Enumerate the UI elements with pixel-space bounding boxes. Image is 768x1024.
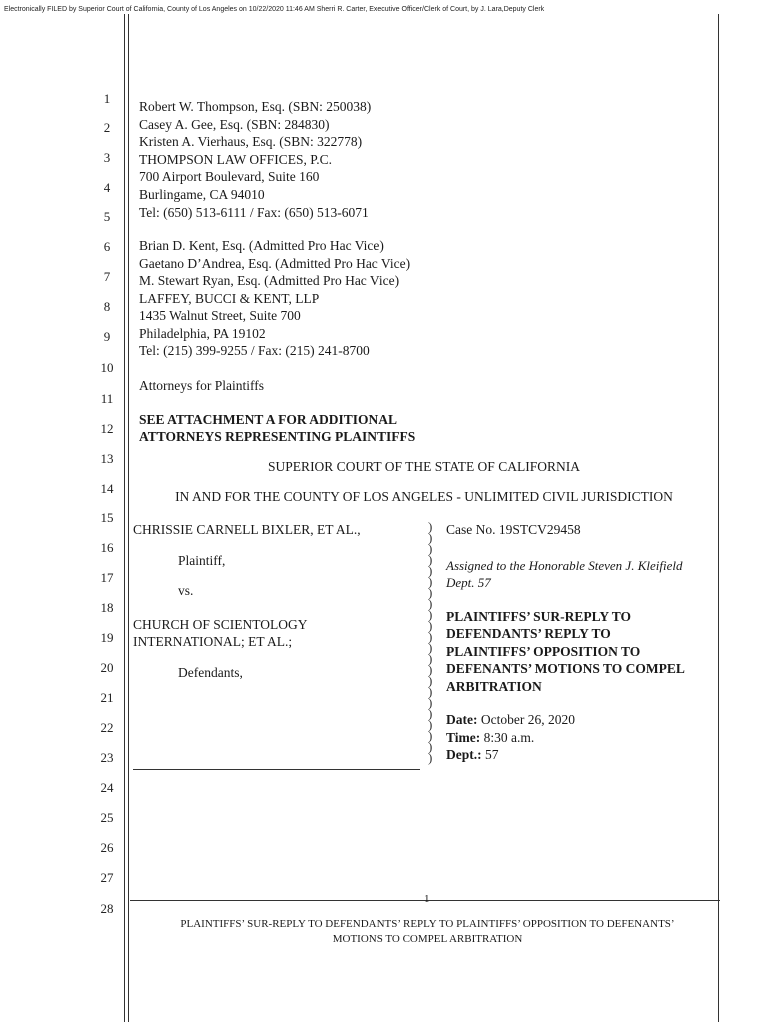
footer-title	[135, 917, 720, 947]
document-title-line: DEFENANTS’ MOTIONS TO COMPEL	[446, 661, 685, 676]
court-title: SUPERIOR COURT OF THE STATE OF CALIFORNIA	[268, 459, 580, 474]
line-number: 20	[100, 660, 114, 675]
attorney-line: Tel: (650) 513-6111 / Fax: (650) 513-6071	[139, 205, 369, 220]
line-number: 15	[100, 510, 114, 525]
line-number: 12	[100, 421, 114, 436]
line-number: 18	[100, 600, 114, 615]
attorney-line: Tel: (215) 399-9255 / Fax: (215) 241-8700	[139, 343, 370, 358]
attorneys-for: Attorneys for Plaintiffs	[139, 378, 264, 393]
plaintiff-role: Plaintiff,	[178, 553, 226, 568]
line-number: 17	[100, 570, 114, 585]
defendant-name: INTERNATIONAL; ET AL.;	[133, 634, 293, 649]
left-margin-line-inner	[128, 14, 129, 1010]
attorney-line: M. Stewart Ryan, Esq. (Admitted Pro Hac Vice)	[139, 273, 400, 288]
line-number: 5	[103, 209, 111, 224]
line-number: 4	[103, 180, 111, 195]
hearing-time-label: Time:	[446, 730, 481, 745]
line-number: 27	[100, 870, 114, 885]
hearing-dept-label: Dept.:	[446, 747, 482, 762]
line-number: 13	[100, 451, 114, 466]
vs-text: vs.	[178, 583, 194, 598]
attorney-line: 700 Airport Boulevard, Suite 160	[139, 169, 320, 184]
see-attachment-line: SEE ATTACHMENT A FOR ADDITIONAL	[139, 412, 398, 427]
line-number: 6	[103, 239, 111, 254]
see-attachment-line: ATTORNEYS REPRESENTING PLAINTIFFS	[139, 429, 416, 444]
plaintiff-name: CHRISSIE CARNELL BIXLER, ET AL.,	[133, 522, 361, 537]
attorney-line: Casey A. Gee, Esq. (SBN: 284830)	[139, 117, 330, 132]
line-number: 2	[103, 120, 111, 135]
line-number: 26	[100, 840, 114, 855]
hearing-time	[446, 729, 534, 747]
line-number: 25	[100, 810, 114, 825]
assigned-judge: Assigned to the Honorable Steven J. Kleifield	[446, 558, 683, 573]
footer-line: MOTIONS TO COMPEL ARBITRATION	[332, 933, 523, 945]
attorney-line: LAFFEY, BUCCI & KENT, LLP	[139, 291, 320, 306]
line-number: 21	[100, 690, 114, 705]
assigned-dept: Dept. 57	[446, 575, 491, 590]
footer-line: PLAINTIFFS’ SUR-REPLY TO DEFENDANTS’ REPLY TO PLAINTIFFS’ OPPOSITION TO DEFENANTS’	[180, 918, 675, 930]
hearing-dept-value: 57	[485, 747, 499, 762]
line-number: 14	[100, 481, 114, 496]
line-number: 19	[100, 630, 114, 645]
hearing-time-value: 8:30 a.m.	[483, 730, 535, 745]
line-number: 24	[100, 780, 114, 795]
document-title-line: PLAINTIFFS’ OPPOSITION TO	[446, 644, 641, 659]
line-number: 9	[103, 329, 111, 344]
document-title-line: ARBITRATION	[446, 679, 542, 694]
line-number: 16	[100, 540, 114, 555]
attorney-line: THOMPSON LAW OFFICES, P.C.	[139, 152, 332, 167]
line-number: 1	[103, 91, 111, 106]
attorney-line: Gaetano D’Andrea, Esq. (Admitted Pro Hac Vice)	[139, 256, 411, 271]
attorney-line: Burlingame, CA 94010	[139, 187, 265, 202]
line-number: 22	[100, 720, 114, 735]
line-number: 3	[103, 150, 111, 165]
attorney-line: Robert W. Thompson, Esq. (SBN: 250038)	[139, 99, 372, 114]
attorney-line: Philadelphia, PA 19102	[139, 326, 266, 341]
attorney-line: 1435 Walnut Street, Suite 700	[139, 308, 301, 323]
filing-stamp: Electronically FILED by Superior Court of California, County of Los Angeles on 10/22/2020 11:46 AM Sherri R. Carter, Executive Officer/Clerk of Court, by J. Lara,Deputy Clerk	[4, 6, 545, 13]
hearing-date	[446, 711, 575, 729]
line-number: 28	[100, 901, 114, 916]
case-number: Case No. 19STCV29458	[446, 522, 581, 537]
line-number: 23	[100, 750, 114, 765]
hearing-date-label: Date:	[446, 712, 478, 727]
line-number: 11	[100, 391, 114, 406]
left-bottom-tick-1	[124, 1004, 125, 1022]
right-margin-line	[718, 14, 719, 1010]
hearing-date-value: October 26, 2020	[480, 712, 575, 727]
hearing-dept	[446, 746, 499, 764]
attorney-line: Brian D. Kent, Esq. (Admitted Pro Hac Vice)	[139, 238, 384, 253]
document-title-line: PLAINTIFFS’ SUR-REPLY TO	[446, 609, 632, 624]
right-bottom-tick	[718, 1004, 719, 1022]
line-number: 8	[103, 299, 111, 314]
attorney-line: Kristen A. Vierhaus, Esq. (SBN: 322778)	[139, 134, 363, 149]
court-subtitle: IN AND FOR THE COUNTY OF LOS ANGELES - UNLIMITED CIVIL JURISDICTION	[175, 489, 673, 504]
document-title-line: DEFENDANTS’ REPLY TO	[446, 626, 611, 641]
defendant-role: Defendants,	[178, 665, 243, 680]
line-number: 7	[103, 269, 111, 284]
line-number: 10	[100, 360, 114, 375]
left-margin-line-outer	[124, 14, 125, 1010]
caption-underline	[133, 769, 420, 770]
page-number: 1	[424, 893, 430, 905]
left-bottom-tick-2	[128, 1004, 129, 1022]
defendant-name: CHURCH OF SCIENTOLOGY	[133, 617, 308, 632]
